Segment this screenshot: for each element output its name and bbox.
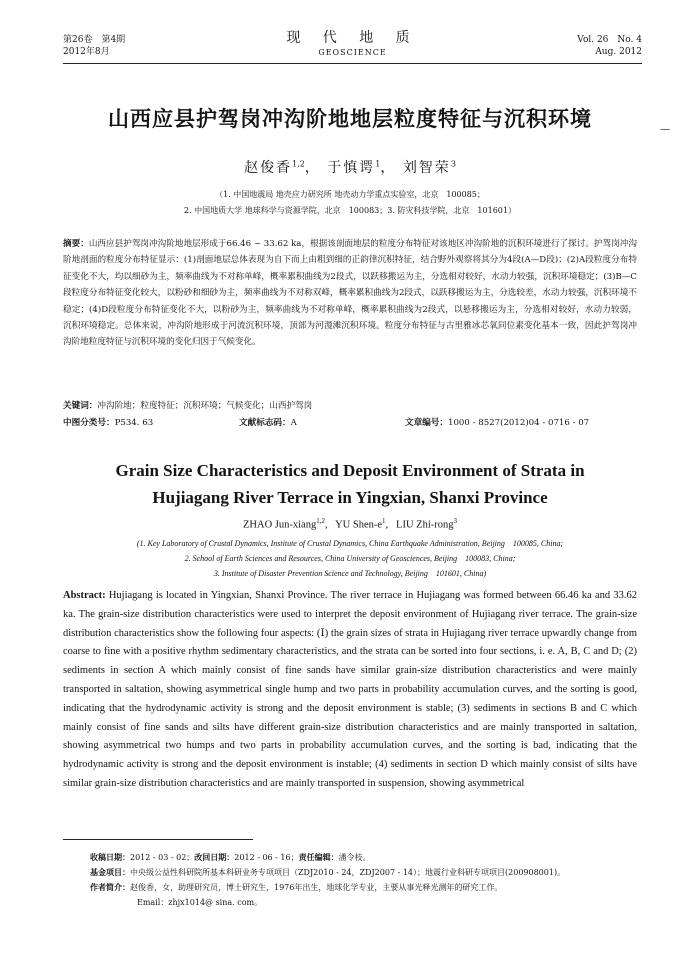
footnote-email: Email：zhjx1014@ sina. com。 — [137, 898, 263, 907]
doc-code-label: 文献标志码： — [239, 418, 291, 428]
editor-label: 责任编辑： — [298, 853, 339, 862]
author-separator: ， — [304, 160, 321, 176]
affiliation-en-line: 2. School of Earth Sciences and Resources, China University of Geosciences, Beijing 100083, China; — [184, 554, 516, 563]
author-bio-label: 作者简介： — [90, 883, 130, 892]
abstract-zh — [63, 236, 637, 351]
affiliation-en-line: 3. Institute of Disaster Prevention Science and Technology, Beijing 101601, China) — [213, 569, 487, 578]
journal-title-zh: 现 代 地 质 — [286, 30, 419, 46]
abstract-zh-label: 摘要： — [63, 239, 89, 249]
running-header — [63, 30, 642, 70]
volume-issue-en: Vol. 26 No. 4 — [577, 35, 642, 45]
author-name-en: ZHAO Jun-xiang — [243, 519, 317, 531]
article-number-value: 1000 - 8527(2012)04 - 0716 - 07 — [447, 418, 590, 428]
received-value: 2012 - 03 - 02； — [130, 853, 195, 862]
article-title-en-line: Grain Size Characteristics and Deposit Environment of Strata in — [115, 461, 585, 480]
affiliation-en-line: (1. Key Laboratory of Crustal Dynamics, Institute of Crustal Dynamics, China Earthquake Administration, Beijing 100085, China; — [136, 539, 564, 548]
article-number — [405, 415, 589, 431]
author-affil-sup: 1 — [375, 159, 381, 169]
volume-issue: 第26卷 第4期 — [63, 35, 126, 45]
abstract-en-label: Abstract: — [63, 590, 106, 601]
footnote-author — [90, 880, 638, 895]
author-separator-en: , — [324, 519, 333, 531]
footnote-fund — [90, 865, 638, 880]
issue-date: 2012年8月 — [63, 47, 110, 57]
authors-zh — [0, 157, 700, 177]
doc-code — [239, 415, 297, 431]
footnote-dates — [90, 850, 638, 865]
author-name-en: YU Shen-e — [335, 519, 383, 531]
author-name: 于慎谔 — [327, 160, 376, 176]
authors-en — [0, 517, 700, 531]
author-affil-sup-en: 1,2 — [316, 517, 325, 525]
author-affil-sup-en: 3 — [453, 517, 457, 525]
author-name: 赵俊香 — [244, 160, 293, 176]
author-affil-sup: 1,2 — [292, 159, 305, 169]
author-separator: ， — [380, 160, 397, 176]
article-title-zh: 山西应县护驾岗冲沟阶地地层粒度特征与沉积环境 — [108, 107, 592, 131]
issue-date-en: Aug. 2012 — [595, 47, 642, 57]
revised-value: 2012 - 06 - 16； — [234, 853, 299, 862]
author-separator-en: , — [385, 519, 394, 531]
clc-value: P534. 63 — [114, 418, 154, 428]
abstract-en-text: Hujiagang is located in Yingxian, Shanxi Province. The river terrace in Hujiagang was formed between 66.46 ka and 33.62 ka. The grain-size distribution characteristics were used to interpret the deposit environment of Hujiagang river terrace. The grain-size distribution characteristics show the following four aspects: (Ⅰ) the grain sizes of strata in Hujiagang river terrace upwardly change from coarse to fine with a positive rhythm sedimentary characteristics, and the strata can be sorted into four sections, i. e. A, B, C and D; (2) sediments in section A which mainly consist of fine sands have similar grain-size distribution characteristics and were mainly transported in saltation, showing asymmetrical single hump and two parts in probability accumulation curves, and the sorting is good, indicating that the hydrodynamic activity is strong and the deposit environment is stable; (3) sediments in sections B and C which mainly consist of fine sands and silts have different grain-size distribution characteristics and are mainly transported in saltation, showing asymmetrical two humps and two parts in probability accumulation curves, and the sorting is bad, indicating that the hydrodynamic activity is strong and the deposit environment is instable; (4) sediments in section D which mainly consist of silts have similar grain-size distribution characteristics and are mainly transported in suspension, showing asymmetrical — [63, 590, 637, 789]
author-affil-sup: 3 — [450, 159, 456, 169]
clc-number — [63, 415, 153, 431]
fund-label: 基金项目： — [90, 868, 130, 877]
article-title-en-line: Hujiagang River Terrace in Yingxian, Shanxi Province — [152, 488, 548, 507]
received-label: 收稿日期： — [90, 853, 130, 862]
editor-value: 潘令枝。 — [338, 853, 371, 862]
keywords-zh-text: 冲沟阶地；粒度特征；沉积环境；气候变化；山西护驾岗 — [97, 401, 313, 411]
article-number-label: 文章编号： — [405, 418, 448, 428]
margin-mark: — — [660, 124, 670, 135]
journal-title-en: GEOSCIENCE — [318, 48, 387, 57]
clc-label: 中图分类号： — [63, 418, 115, 428]
keywords-zh — [63, 398, 637, 414]
abstract-en — [63, 587, 637, 794]
journal-name — [63, 30, 642, 58]
doc-code-value: A — [290, 418, 297, 428]
affiliation-zh-line: 2. 中国地质大学 地球科学与资源学院，北京 100083；3. 防灾科技学院，北京 101601） — [184, 206, 516, 215]
header-rule — [63, 63, 642, 64]
abstract-zh-text: 山西应县护驾岗冲沟阶地地层形成于66.46 ~ 33.62 ka，根据该剖面地层的粒度分布特征对该地区冲沟阶地的沉积环境进行了探讨。护驾岗冲沟阶地剖面的粒度分布特征显示：(1)剖面地层总体表现为自下而上由粗到细的正韵律沉积特征，结合野外观察将其分为4段(A—D段)；(2)A段粒度分布特征变化不大，均以细砂为主，频率曲线为不对称单峰，概率累积曲线为2段式，以跃移搬运为主，分选相对较好，水动力较强，沉积环境稳定；(3)B—C段粒度分布特征变化较大，以粉砂和细砂为主，频率曲线为不对称双峰，概率累积曲线为2段式，以跃移搬运为主，分选较差，水动力较强，沉积环境不稳定；(4)D段粒度分布特征变化不大，以粉砂为主，频率曲线为不对称单峰，概率累积曲线为2段式，以悬移搬运为主，分选相对较好，水动力较弱，沉积环境稳定。总体来说，冲沟阶地形成于河流沉积环境，顶部为河漫滩沉积环境。粒度分布特征与古里雅冰芯氧同位素变化基本一致，因此护驾岗冲沟阶地粒度特征与沉积环境的变化归因于气候变化。 — [63, 239, 637, 348]
article-title-en — [0, 457, 700, 511]
issue-info-en — [577, 34, 642, 58]
keywords-zh-label: 关键词： — [63, 401, 98, 411]
footnote-rule — [63, 839, 253, 840]
author-affil-sup-en: 1 — [382, 517, 386, 525]
author-name: 刘智荣 — [402, 160, 451, 176]
author-name-en: LIU Zhi-rong — [396, 519, 454, 531]
fund-value: 中央级公益性科研院所基本科研业务专项项目（ZDJ2010 - 24，ZDJ2007 - 14）；地震行业科研专项项目(200908001)。 — [130, 868, 566, 877]
affiliation-zh-line: （1. 中国地震局 地壳应力研究所 地壳动力学重点实验室，北京 100085； — [215, 190, 485, 199]
author-bio-value: 赵俊香，女，助理研究员，博士研究生，1976年出生，地球化学专业，主要从事光释光测年的研究工作。 — [130, 883, 503, 892]
revised-label: 改回日期： — [194, 853, 235, 862]
